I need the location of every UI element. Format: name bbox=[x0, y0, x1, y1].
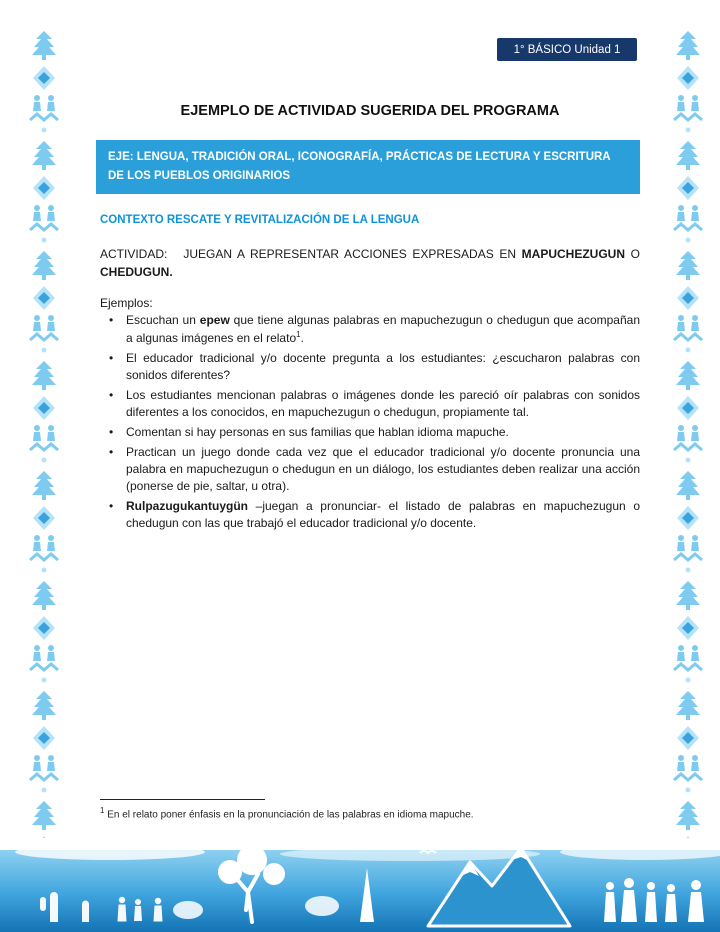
text-segment: 1 bbox=[296, 330, 301, 340]
landscape-silhouette-icon bbox=[0, 824, 720, 932]
text-segment: CHEDUGUN. bbox=[100, 265, 173, 279]
activity-line bbox=[100, 245, 640, 281]
text-segment: Los estudiantes mencionan palabras o imágenes donde les pareció oír palabras con sonidos diferentes a los conocidos, en mapuchezugun o chedugun, propiamente tal. bbox=[126, 388, 640, 420]
example-bullet bbox=[100, 498, 640, 532]
footnote bbox=[100, 806, 640, 820]
text-segment: que tiene algunas palabras en mapuchezugun o chedugun que acompañan a algunas imágenes en el relato bbox=[126, 313, 640, 346]
example-bullet bbox=[100, 424, 640, 441]
footnote-marker: 1 bbox=[100, 806, 105, 815]
text-segment: epew bbox=[199, 313, 230, 327]
footer-illustration bbox=[0, 824, 720, 932]
left-decorative-border bbox=[26, 28, 62, 838]
example-bullet bbox=[100, 312, 640, 347]
eje-banner-text: EJE: LENGUA, TRADICIÓN ORAL, ICONOGRAFÍA, PRÁCTICAS DE LECTURA Y ESCRITURA DE LOS PUEBLOS ORIGINARIOS bbox=[108, 151, 611, 182]
eje-banner bbox=[96, 140, 640, 194]
text-segment: El educador tradicional y/o docente pregunta a los estudiantes: ¿escucharon palabras con sonidos diferentes? bbox=[126, 351, 640, 383]
text-segment: ACTIVIDAD: bbox=[100, 247, 168, 261]
text-segment: Practican un juego donde cada vez que el educador tradicional y/o docente pronuncia una palabra en mapuchezugun o chedugun en un diálogo, los estudiantes deben realizar una acción (ponerse de pie, saltar, u otra). bbox=[126, 445, 640, 494]
text-segment: Escuchan un bbox=[126, 313, 200, 327]
example-bullet bbox=[100, 350, 640, 384]
right-decorative-border bbox=[670, 28, 706, 838]
example-bullet bbox=[100, 444, 640, 495]
context-heading: CONTEXTO RESCATE Y REVITALIZACIÓN DE LA LENGUA bbox=[100, 214, 420, 226]
page-title: EJEMPLO DE ACTIVIDAD SUGERIDA DEL PROGRAMA bbox=[180, 103, 560, 119]
text-segment: O bbox=[625, 247, 640, 261]
footnote-divider bbox=[100, 799, 265, 800]
example-bullet bbox=[100, 387, 640, 421]
text-segment: JUEGAN A REPRESENTAR ACCIONES EXPRESADAS EN bbox=[183, 247, 522, 261]
text-segment: Comentan si hay personas en sus familias que hablan idioma mapuche. bbox=[126, 425, 509, 440]
text-segment: –juegan a pronunciar- el listado de palabras en mapuchezugun o chedugun con las que trabajó el educador tradicional y/o docente. bbox=[126, 499, 640, 531]
unit-badge-label: 1° BÁSICO Unidad 1 bbox=[513, 43, 621, 56]
text-segment: MAPUCHEZUGUN bbox=[521, 247, 626, 261]
examples-list bbox=[100, 312, 640, 535]
unit-badge bbox=[497, 38, 637, 61]
examples-label: Ejemplos: bbox=[100, 296, 153, 310]
text-segment: Rulpazugukantuygün bbox=[126, 499, 248, 514]
text-segment: . bbox=[300, 331, 304, 346]
footnote-text: En el relato poner énfasis en la pronunciación de las palabras en idioma mapuche. bbox=[104, 809, 474, 821]
